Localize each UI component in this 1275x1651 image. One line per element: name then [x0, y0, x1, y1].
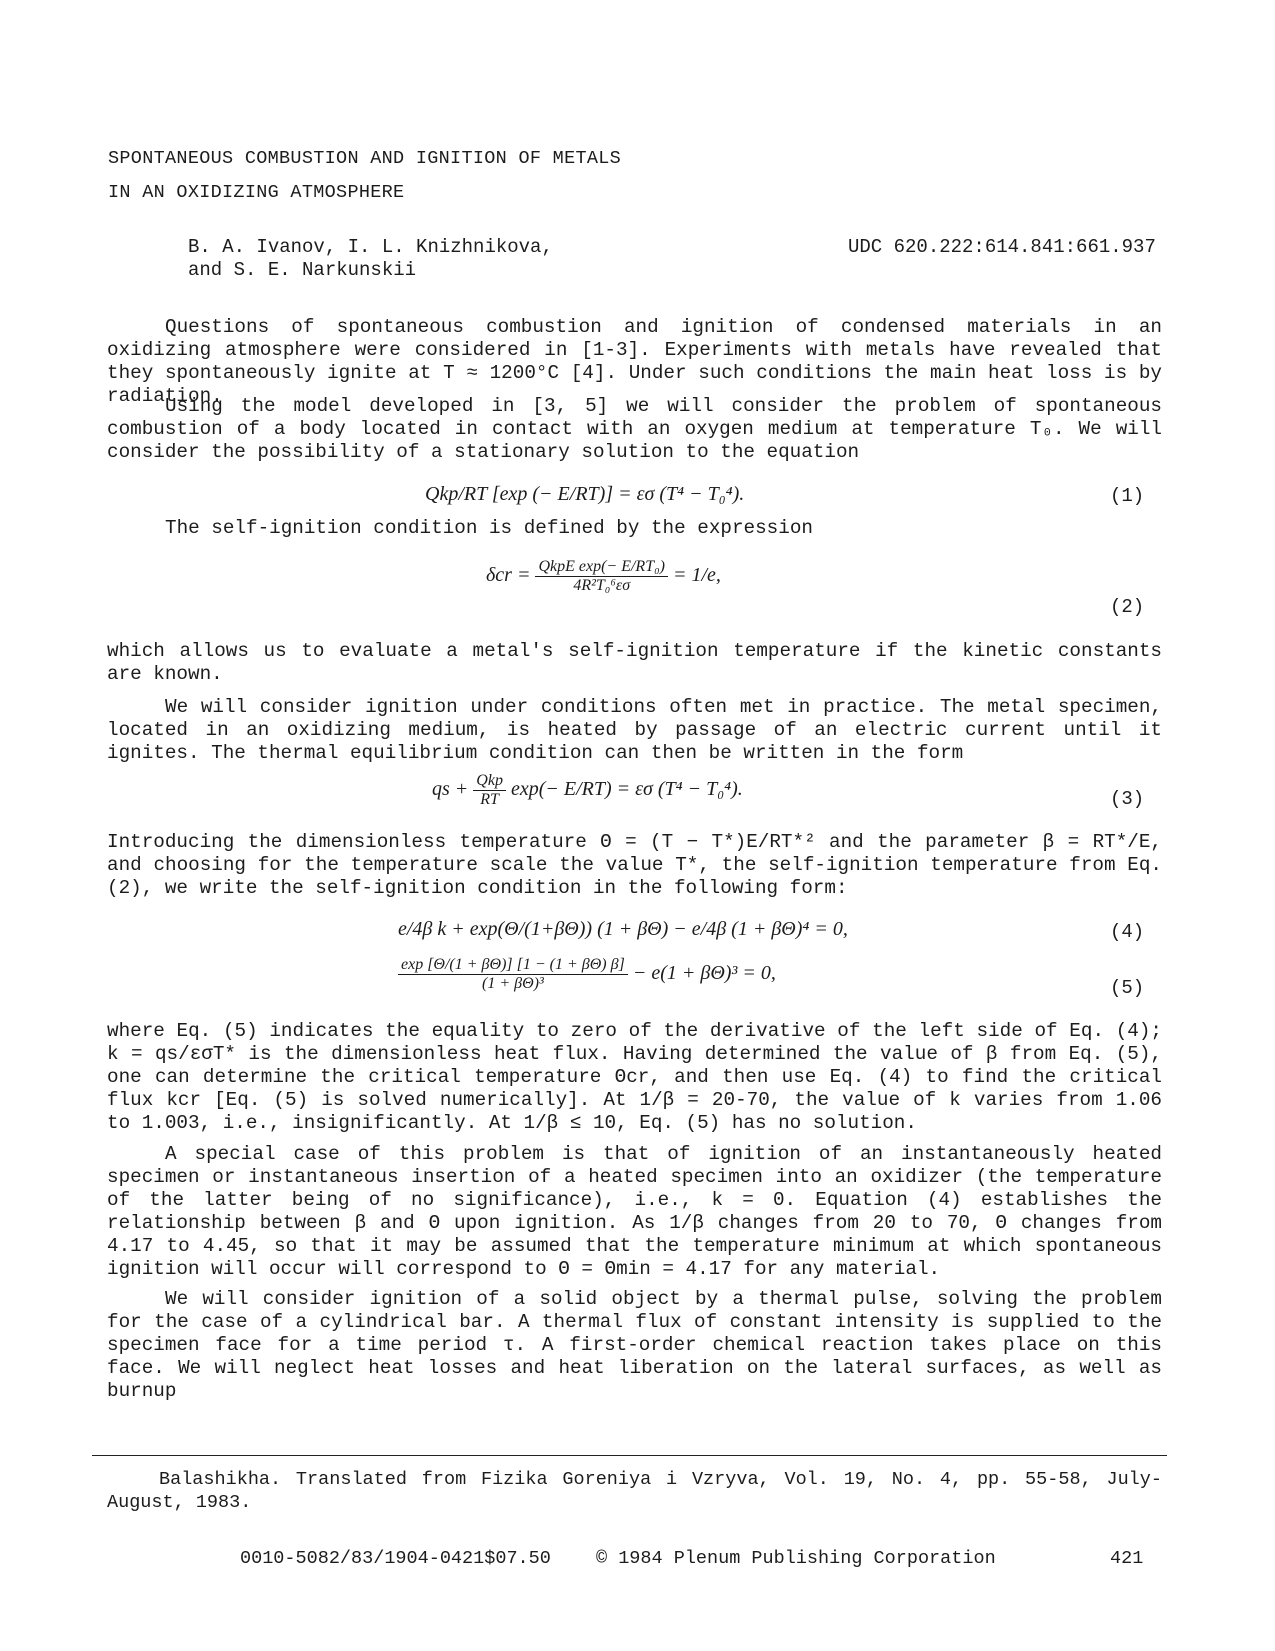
equation-2-numerator: QkpE exp(− E/RT₀): [535, 558, 668, 577]
equation-3: [432, 772, 743, 809]
equation-2: [486, 558, 721, 595]
equation-3-numerator: Qkp: [473, 772, 506, 791]
equation-5: [398, 956, 776, 993]
paragraph-4: which allows us to evaluate a metal's self-ignition temperature if the kinetic constants are known.: [107, 640, 1162, 685]
equation-1-number: (1): [1110, 485, 1145, 507]
equation-5-rest: − e(1 + βΘ)³ = 0,: [632, 962, 776, 985]
equation-5-denominator: (1 + βΘ)³: [482, 975, 544, 992]
equation-4-number: (4): [1110, 921, 1145, 943]
equation-3-part-a: qs +: [432, 778, 474, 801]
paragraph-1: Questions of spontaneous combustion and ignition of condensed materials in an oxidizing atmosphere were considered in [1-3]. Experiments with metals have revealed that they spontaneously ignite at T ≈ 1200°C [4]. Under such conditions the main heat loss is by radiation.: [107, 316, 1162, 407]
authors-line-1: B. A. Ivanov, I. L. Knizhnikova,: [188, 236, 553, 258]
title-line-1: SPONTANEOUS COMBUSTION AND IGNITION OF METALS: [108, 148, 622, 169]
footnote: Balashikha. Translated from Fizika Goreniya i Vzryva, Vol. 19, No. 4, pp. 55-58, July-August, 1983.: [107, 1469, 1162, 1513]
equation-3-number: (3): [1110, 788, 1145, 810]
copyright-notice: © 1984 Plenum Publishing Corporation: [596, 1548, 996, 1569]
page-number: 421: [1110, 1548, 1144, 1569]
equation-3-denominator: RT: [480, 791, 499, 808]
equation-2-lhs: δcr =: [486, 564, 531, 587]
equation-5-numerator: exp [Θ/(1 + βΘ)] [1 − (1 + βΘ) β]: [398, 956, 628, 975]
equation-2-rhs: = 1/e,: [673, 564, 721, 587]
paragraph-3: The self-ignition condition is defined by the expression: [165, 517, 813, 539]
equation-2-fraction: [535, 558, 668, 595]
equation-3-part-b: exp(− E/RT) = εσ (T⁴ − T₀⁴).: [510, 778, 743, 801]
journal-code: 0010-5082/83/1904-0421$07.50: [240, 1548, 551, 1569]
paragraph-9: We will consider ignition of a solid object by a thermal pulse, solving the problem for the case of a cylindrical bar. A thermal flux of constant intensity is supplied to the specimen face for a time period τ. A first-order chemical reaction takes place on this face. We will neglect heat losses and heat liberation on the lateral surfaces, as well as burnup: [107, 1288, 1162, 1402]
title-line-2: IN AN OXIDIZING ATMOSPHERE: [108, 182, 405, 203]
udc-code: UDC 620.222:614.841:661.937: [848, 236, 1156, 258]
equation-1: Qkp/RT [exp (− E/RT)] = εσ (T⁴ − T₀⁴).: [425, 483, 745, 505]
footnote-divider: [92, 1455, 1167, 1456]
equation-4: e/4β k + exp(Θ/(1+βΘ)) (1 + βΘ) − e/4β (1 + βΘ)⁴ = 0,: [398, 918, 848, 940]
authors: [188, 236, 553, 282]
equation-3-fraction: [473, 772, 506, 809]
equation-5-number: (5): [1110, 977, 1145, 999]
paragraph-5: We will consider ignition under conditions often met in practice. The metal specimen, located in an oxidizing medium, is heated by passage of an electric current until it ignites. The thermal equilibrium condition can then be written in the form: [107, 696, 1162, 764]
equation-5-fraction: [398, 956, 628, 993]
paragraph-8: A special case of this problem is that of ignition of an instantaneously heated specimen or instantaneous insertion of a heated specimen into an oxidizer (the temperature of the latter being of no significance), i.e., k = 0. Equation (4) establishes the relationship between β and Θ upon ignition. As 1/β changes from 20 to 70, Θ changes from 4.17 to 4.45, so that it may be assumed that the temperature minimum at which spontaneous ignition will occur will correspond to Θ = Θmin = 4.17 for any material.: [107, 1143, 1162, 1280]
paragraph-2: Using the model developed in [3, 5] we will consider the problem of spontaneous combustion of a body located in contact with an oxygen medium at temperature T₀. We will consider the possibility of a stationary solution to the equation: [107, 395, 1162, 463]
authors-line-2: and S. E. Narkunskii: [188, 259, 417, 281]
equation-2-number: (2): [1110, 596, 1145, 618]
paragraph-6: Introducing the dimensionless temperature Θ = (T − T*)E/RT*² and the parameter β = RT*/E, and choosing for the temperature scale the value T*, the self-ignition temperature from Eq. (2), we write the self-ignition condition in the following form:: [107, 831, 1162, 899]
paragraph-7: where Eq. (5) indicates the equality to zero of the derivative of the left side of Eq. (4); k = qs/εσT* is the dimensionless heat flux. Having determined the value of β from Eq. (5), one can determine the critical temperature Θcr, and then use Eq. (4) to find the critical flux kcr [Eq. (5) is solved numerically]. At 1/β = 20-70, the value of k varies from 1.06 to 1.003, i.e., insignificantly. At 1/β ≤ 10, Eq. (5) has no solution.: [107, 1020, 1162, 1134]
equation-2-denominator: 4R²T₀⁶εσ: [573, 577, 631, 594]
